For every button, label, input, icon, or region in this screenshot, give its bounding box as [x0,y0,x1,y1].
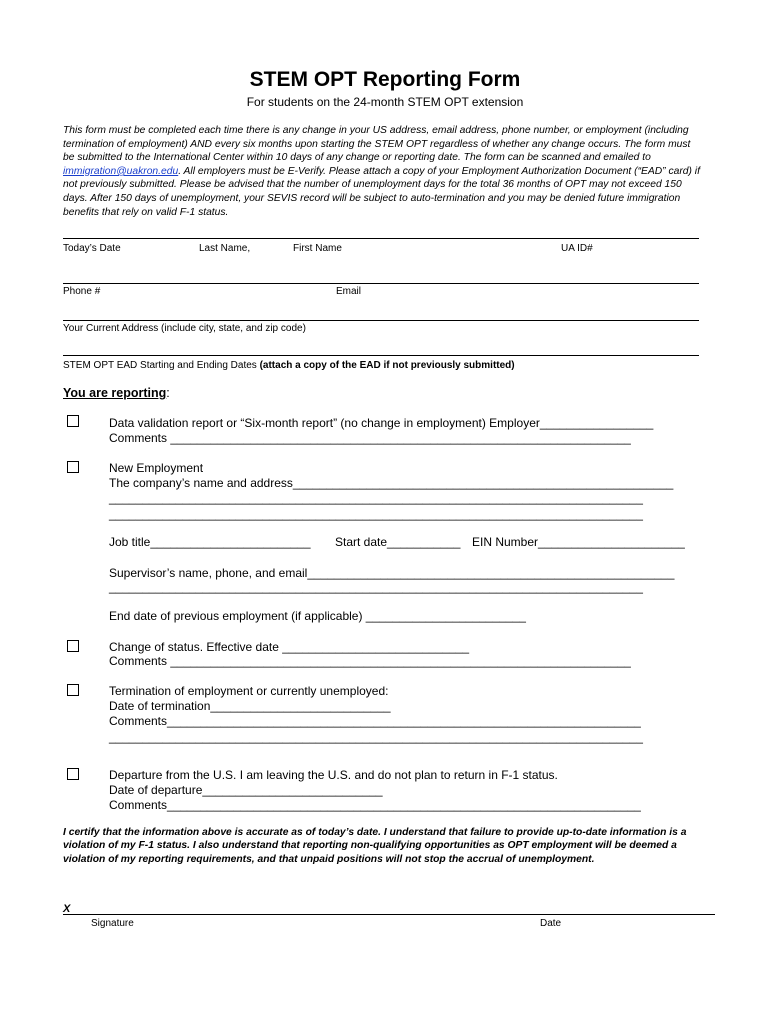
data-validation-comments[interactable]: Comments _____________________________________________________________________ [109,431,631,445]
change-status-field[interactable]: Change of status. Effective date ____________________________ [109,640,470,654]
email-link[interactable]: immigration@uakron.edu [63,165,179,177]
intro-text: This form must be completed each time there is any change in your US address, email address, phone number, or employment (including termination of employment) AND every six months upon starting the STEM OPT regardless of whether any change occurs. The form must be submitted to the International Center within 10 days of any change or reporting date. The form can be scanned and emailed to [63,125,691,164]
company-field-line-3[interactable]: ________________________________________________________________________________ [109,507,643,521]
ua-id-label: UA ID# [561,243,593,254]
address-line[interactable] [63,320,699,321]
termination-comments-line-2[interactable]: ________________________________________________________________________________ [109,730,643,744]
ein-number-field[interactable]: EIN Number______________________ [472,535,685,549]
data-validation-label: Data validation report or “Six-month report” (no change in employment) Employer_________________ [109,416,654,430]
ead-dates-line[interactable] [63,355,699,356]
address-label: Your Current Address (include city, state, and zip code) [63,323,306,334]
data-validation-checkbox[interactable] [67,415,79,427]
new-employment-label: New Employment [109,461,204,475]
ead-dates-text: STEM OPT EAD Starting and Ending Dates [63,360,257,371]
phone-label: Phone # [63,286,101,297]
end-date-previous-field[interactable]: End date of previous employment (if applicable) ________________________ [109,609,526,623]
intro-paragraph [63,124,703,219]
intro-text-continued: . All employers must be E-Verify. Please attach a copy of your Employment Authorization Document (“EAD” card) if not previously submitted. Please be advised that the number of unemployment days for the total 36 months of OPT may not exceed 150 days. After 150 days of unemployment, your SEVIS record will be subject to auto-termination and you may be denied future immigration benefits that rely on valid F-1 status. [63,165,700,218]
reporting-heading-colon: : [166,386,170,400]
start-date-field[interactable]: Start date___________ [335,535,461,549]
termination-date-field[interactable]: Date of termination___________________________ [109,699,391,713]
departure-label: Departure from the U.S. I am leaving the U.S. and do not plan to return in F-1 status. [109,768,558,782]
signature-date-label: Date [540,918,562,929]
termination-comments[interactable]: Comments_______________________________________________________________________ [109,714,641,728]
signature-line[interactable] [63,914,715,915]
company-field-line-2[interactable]: ________________________________________________________________________________ [109,491,643,505]
email-label: Email [336,286,362,297]
ead-dates-label [63,360,515,371]
departure-comments[interactable]: Comments_______________________________________________________________________ [109,798,641,812]
reporting-heading-text: You are reporting [63,386,167,400]
phone-line[interactable] [63,283,699,284]
todays-date-line[interactable] [63,238,699,239]
departure-checkbox[interactable] [67,768,79,780]
last-name-label: Last Name, [199,243,251,254]
ead-dates-note: (attach a copy of the EAD if not previously submitted) [259,360,515,371]
signature-x-mark: X [63,903,71,915]
supervisor-field-line-2[interactable]: ________________________________________________________________________________ [109,580,643,594]
change-status-comments[interactable]: Comments _____________________________________________________________________ [109,654,631,668]
signature-label: Signature [91,918,134,929]
todays-date-label: Today’s Date [63,243,121,254]
departure-date-field[interactable]: Date of departure___________________________ [109,783,383,797]
first-name-label: First Name [293,243,342,254]
termination-label: Termination of employment or currently unemployed: [109,684,389,698]
new-employment-checkbox[interactable] [67,461,79,473]
termination-checkbox[interactable] [67,684,79,696]
change-status-checkbox[interactable] [67,640,79,652]
reporting-heading [63,386,170,400]
company-field[interactable]: The company’s name and address_________________________________________________________ [109,476,674,490]
job-title-field[interactable]: Job title________________________ [109,535,311,549]
supervisor-field[interactable]: Supervisor’s name, phone, and email_______________________________________________________ [109,566,675,580]
page-subtitle: For students on the 24-month STEM OPT extension [246,95,524,109]
certification-statement: I certify that the information above is accurate as of today’s date. I understand that failure to provide up-to-date information is a violation of my F-1 status. I also understand that reporting non-qualifying opportunities as OPT employment will be deemed a violation of my reporting requirements, and that unpaid positions will not stop the accrual of unemployment. [63,827,687,865]
page-title: STEM OPT Reporting Form [249,68,521,91]
